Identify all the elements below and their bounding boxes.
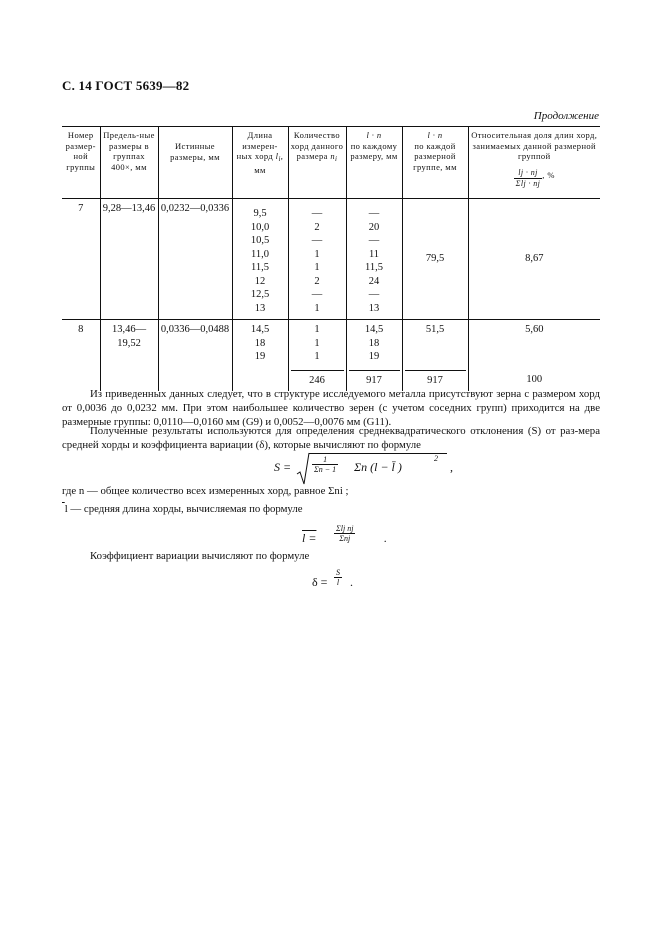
total-products: 917 [349, 370, 400, 388]
total-share: 100 [526, 373, 543, 385]
chord-distribution-table [62, 126, 600, 391]
definition-lbar: l — средняя длина хорды, вычисляемая по формуле [64, 503, 303, 515]
cell-group-no: 7 [62, 199, 100, 320]
cell-share: 8,67 [468, 199, 600, 320]
definition-n: где n — общее количество всех измеренных хорд, равное Σni ; [62, 485, 349, 497]
col-product: l · n по каждому размеру, мм [346, 127, 402, 199]
cell-products: — 20 — 11 11,5 24 — 13 [346, 199, 402, 320]
col-group-no: Номер размер-ной группы [62, 127, 100, 199]
table-row [62, 320, 600, 392]
formula-s: S = $\frac{1}{\Sigma n - 1}$ Σn (l − l̄ ) 2 , [274, 452, 474, 486]
paragraph-coef: Коэффициент вариации вычисляют по формуле [90, 550, 310, 562]
cell-share: 5,60 100 [468, 320, 600, 392]
paragraph-conclusion: Из приведенных данных следует, что в структуре исследуемого металла присутствуют зерна с размером хорд от 0,0036 до 0,0232 мм. При этом наибольшее количество зерен (с учетом соседних групп) приходится на две размерные группы: 0,0110—0,0160 мм (G9) и 0,0052—0,0076 мм (G11). [62, 388, 600, 428]
col-true-sizes: Истинные размеры, мм [158, 127, 232, 199]
page-title: С. 14 ГОСТ 5639—82 [62, 78, 190, 93]
cell-counts: 1 1 1 246 [288, 320, 346, 392]
col-limit-sizes: Предель-ные размеры в группах 400×, мм [100, 127, 158, 199]
cell-lengths: 9,5 10,0 10,5 11,0 11,5 12 12,5 13 [232, 199, 288, 320]
formula-delta-fraction: $\frac{S}{l}$ [336, 568, 340, 587]
col-share: Относительная доля длин хорд, занимаемых данной размерной группой $\frac{lj \cdot nj}{\text{Σlj · nj}}$ , % [468, 127, 600, 199]
cell-limit: 13,46—19,52 [100, 320, 158, 392]
table-row [62, 199, 600, 320]
total-group-sum: 917 [405, 370, 466, 388]
cell-lengths: 14,5 18 19 [232, 320, 288, 392]
cell-true: 0,0232—0,0336 [158, 199, 232, 320]
cell-group-sum: 79,5 [402, 199, 468, 320]
cell-group-sum: 51,5 917 [402, 320, 468, 392]
formula-lbar: l = Σlj nj Σnj . [302, 524, 387, 545]
col-group-sum: l · n по каждой размерной группе, мм [402, 127, 468, 199]
formula-s-fraction: $\frac{1}{\Sigma n - 1}$ [314, 455, 337, 474]
continued-label: Продолжение [533, 110, 599, 122]
paragraph-results: Полученные результаты используются для определения среднеквадратического отклонения (S) от раз-мера средней хорды и коэффициента вариации (δ), которые вычисляют по формуле [62, 425, 600, 451]
cell-counts: — 2 — 1 1 2 — 1 [288, 199, 346, 320]
cell-limit: 9,28—13,46 [100, 199, 158, 320]
formula-lbar-fraction: Σlj nj Σnj [336, 524, 354, 543]
share-fraction: $\frac{lj \cdot nj}{\text{Σlj · nj}}$ [515, 167, 541, 188]
total-counts: 246 [291, 370, 344, 388]
radical-sign [296, 452, 310, 486]
formula-delta: δ = $\frac{S}{l}$ . [312, 568, 353, 589]
cell-products: 14,5 18 19 917 [346, 320, 402, 392]
col-chord-length: Длина измерен-ных хорд $l_i$, мм [232, 127, 288, 199]
cell-group-no: 8 [78, 324, 84, 335]
col-count: Количество хорд данного размера $n_i$ [288, 127, 346, 199]
cell-true: 0,0336—0,0488 [158, 320, 232, 392]
